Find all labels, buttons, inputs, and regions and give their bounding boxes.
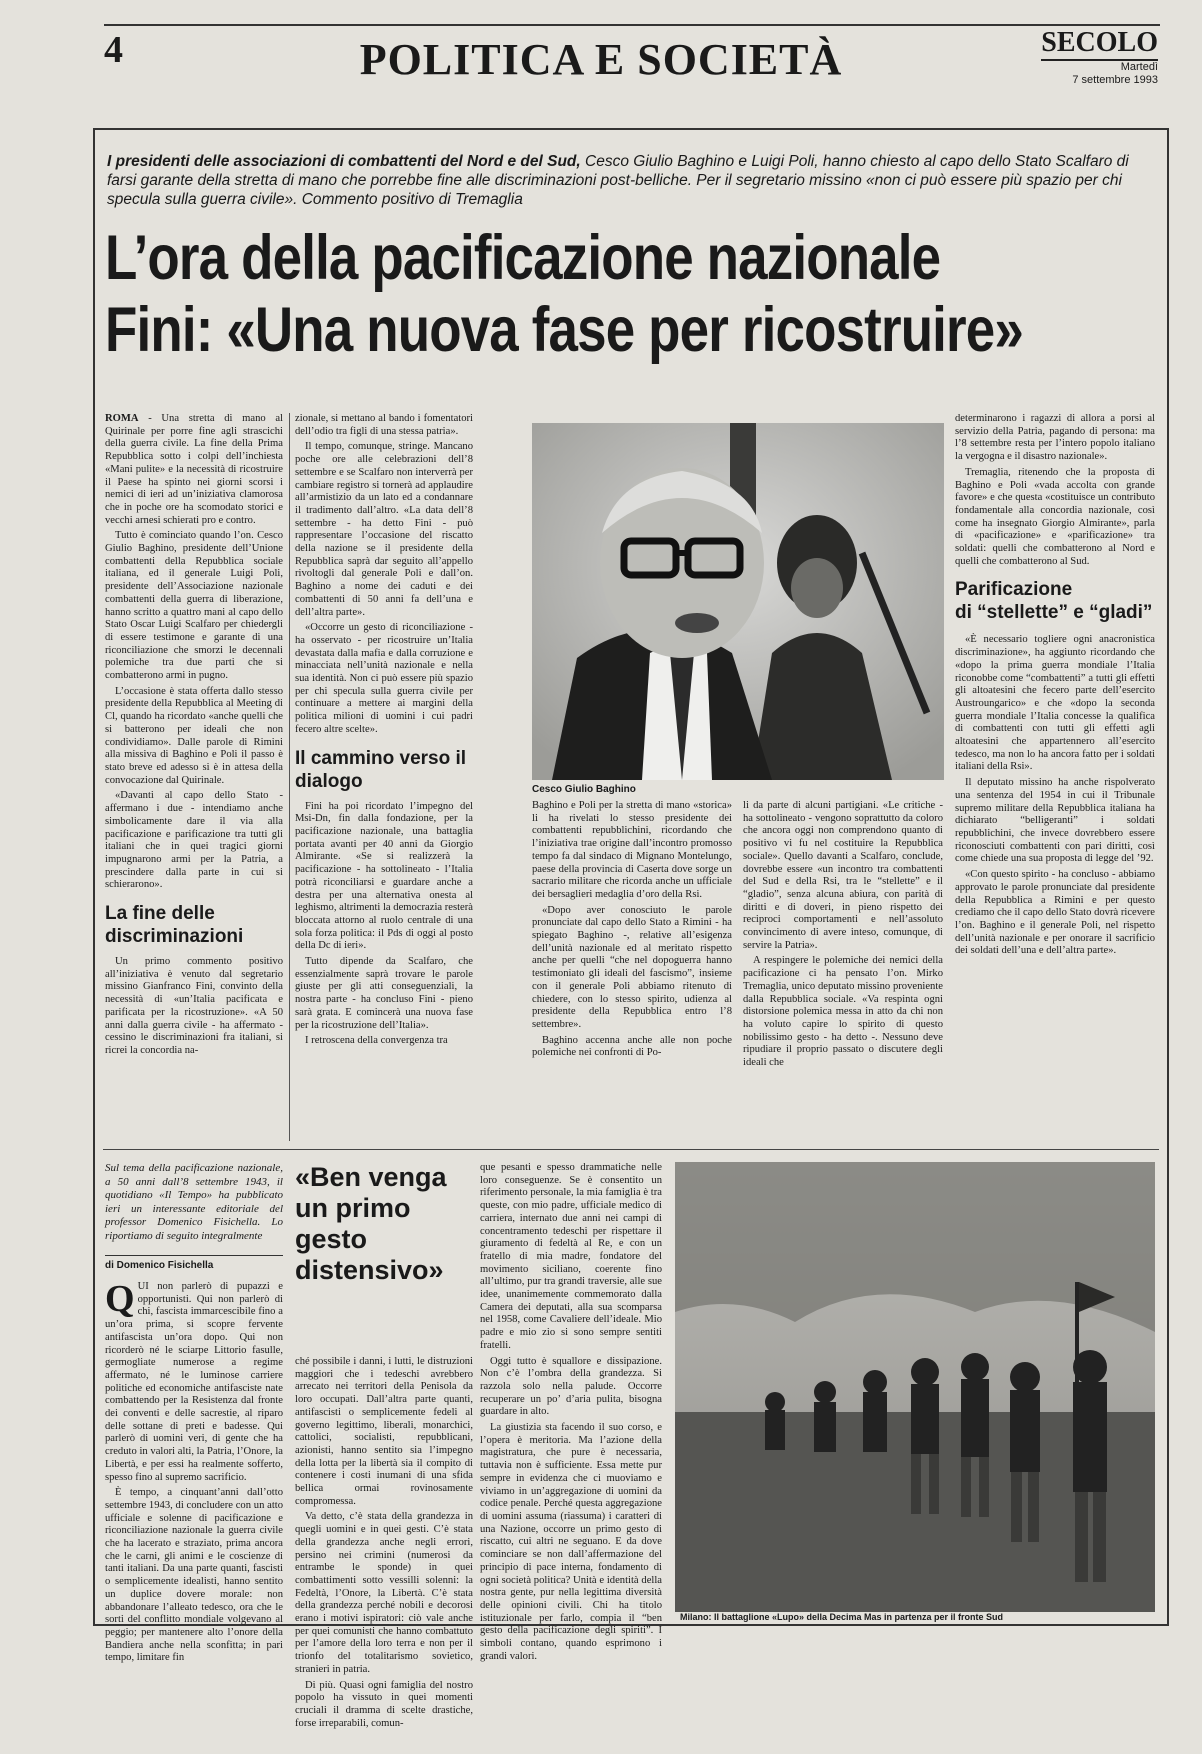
paragraph: «Davanti al capo dello Stato - affermano i due - intendiamo anche simbolicamente dare il via alla pacificazione e parificazione tra tutti gli italiani che in quei tragici giorni impugnarono armi per la Patria, a prescindere dalla parte in cui si schierarono». xyxy=(105,790,283,891)
article-column-5 xyxy=(955,413,1155,1141)
paragraph: L’occasione è stata offerta dallo stesso presidente della Repubblica al Meeting di Cl, quando ha ricordato «anche quelli che si batterono per ideali che non condividiamo». Dalle parole di Rimini alla missiva di Baghino e Poli il passo è stato breve ed adesso si è in attesa della convocazione dal Quirinale. xyxy=(105,685,283,786)
paragraph: Il tempo, comunque, stringe. Mancano poche ore alle celebrazioni dell’8 settembre e se Scalfaro non interverrà per cambiare registro si tornerà ad applaudire all’armistizio da un lato ed a condannare il tradimento dall’altro. «La data dell’8 settembre - ha detto Fini - può rappresentare l’occasione del riscatto della nazione se il presidente della Repubblica saprà dar seguito all’appello rivoltogli dal generale Poli e dall’on. Baghino a nome dei caduti e dei combattenti di 50 anni fa dell’una e dell’altra parte». xyxy=(295,441,473,618)
paragraph: Tutto è cominciato quando l’on. Cesco Giulio Baghino, presidente dell’Unione combattenti della Repubblica sociale italiana, ed il generale Luigi Poli, presidente dell’Associazione nazionale combattenti della guerra di liberazione, hanno scritto a quattro mani al capo dello Stato Oscar Luigi Scalfaro per chiedergli di essere testimone e garante di una riconciliazione che smorzi le decennali polemiche tra due parti che si combatterono armi in pugno. xyxy=(105,530,283,682)
paragraph xyxy=(105,1278,283,1484)
article-column-4 xyxy=(743,800,943,1146)
paragraph: Tremaglia, ritenendo che la proposta di Baghino e Poli «vada accolta con grande favore» e che questa «costituisce un contributo fondamentale alla concordia nazionale, così come ha insegnato Giorgio Almirante», parla di «pacificazione» e «parificazione» tra soldati: quelli che combatterono al Nord e quelli che combatterono al Sud. xyxy=(955,466,1155,567)
paragraph: È tempo, a cinquant’anni dall’otto settembre 1943, di concludere con un atto ufficiale e solenne di pacificazione e riconciliazione nazionale la guerra civile che ha lacerato e straziato, prima ancora che le carni, gli animi e le coscienze di tanti italiani. Da una parte quanti, fascisti o semplicemente idealisti, hanno sentito un duplice dovere morale: non abbandonare l’alleato tedesco, ora che le sorti del conflitto mondiale volgevano al peggio; per mantenere alto l’onore della Bandiera anche nella sconfitta; in pari tempo, limitare fin xyxy=(105,1487,283,1664)
article-column-3 xyxy=(532,800,732,1146)
paragraph: «Occorre un gesto di riconciliazione - ha osservato - per ricostruire un’Italia devastata dalla mafia e dalla corruzione e minacciata nell’unità nazionale e nella sua identità. Non ci può essere più spazio per chi specula sulla guerra civile per continuare a mettere ai margini della politica milioni di uomini i cui padri fecero altre scelte». xyxy=(295,622,473,735)
section-divider xyxy=(103,1149,1159,1150)
paragraph: Va detto, c’è stata della grandezza in quegli uomini e in quei gesti. C’è stata della grandezza anche negli errori, persino nei crimini (numerosi da entrambe le sponde) in quei combattimenti sotto vessilli solenni: la Fedeltà, l’Onore, la Libertà. C’è stata della grandezza perché nobili e decorosi erano i motivi ispiratori: ciò vale anche per quei comunisti che hanno combattuto per l’amore della loro terra e non per il trionfo del totalitarismo sovietico, stranieri in patria. xyxy=(295,1511,473,1675)
photo-baghino xyxy=(532,423,944,780)
paragraph: Fini ha poi ricordato l’impegno del Msi-Dn, fin dalla fondazione, per la pacificazione nazionale, una battaglia portata avanti per 40 anni da Giorgio Almirante. «Se si realizzerà la pacificazione - ha sottolineato - l’Italia potrà riconciliarsi e guardare anche a destra per una alternativa onesta al leghismo, altrimenti la democrazia resterà bloccata attorno al ruolo centrale di una sola forza politica: il Pds di oggi al posto della Dc di ieri». xyxy=(295,800,473,952)
march-illustration xyxy=(675,1162,1155,1612)
subheading-line-1: Parificazione xyxy=(955,579,1073,601)
paragraph: Baghino accenna anche alle non poche polemiche nei confronti di Po- xyxy=(532,1034,732,1059)
masthead-date: 7 settembre 1993 xyxy=(1072,73,1158,86)
paragraph: ché possibile i danni, i lutti, le distruzioni maggiori che i tedeschi avrebbero arrecato nei territori della Penisola da loro occupati. Dall’altra parte quanti, antifascisti o semplicemente fedeli al governo legittimo, liberali, monarchici, cattolici, socialisti, repubblicani, azionisti, hanno sentito sia l’impegno della lotta per la libertà sia il compito di contenere i costi inumani di una sfida bellica ormai rovinosamente compromessa. xyxy=(295,1356,473,1507)
masthead-day: Martedì xyxy=(1120,60,1158,73)
paragraph: Oggi tutto è squallore e dissipazione. Non c’è l’ombra della grandezza. Si razzola solo nella palude. Occorre recuperare un po’ d’aria pulita, bisogna guardare in alto. xyxy=(480,1355,662,1418)
header-rule xyxy=(104,24,1160,26)
paragraph: «È necessario togliere ogni anacronistica discriminazione», ha aggiunto ricordando che «dopo la prima guerra mondiale l’Italia riconobbe come “combattenti” a tutti gli effetti gli altoatesini che fecero parte dell’esercito Austroungarico» e che «dopo la seconda guerra mondiale l’Italia concesse la qualifica di combattenti con tutti gli effetti agli altoatesini che appartennero all’esercito tedesco, ma non lo ha ancora fatto per i soldati italiani della Rsi». xyxy=(955,634,1155,773)
paragraph: La giustizia sta facendo il suo corso, e l’opera è meritoria. Ma l’azione della magistratura, che pure è necessaria, tuttavia non è sufficiente. Essa mette pur sempre in evidenza che ci muoviamo e viviamo in un’aggregazione di uomini da codice penale. Perché questa aggregazione di uomini assuma (riassuma) i caratteri di una Nazione, occorre un primo gesto di riscatto, cui altri ne seguano. E da dove cominciare se non dall’affermazione del principio di pace interna, fondamento di ogni società politica? Unità e identità della nostra gente, pur nella legittima diversità delle opinioni civili. Chi ha titolo istituzionale per farlo, compia il “ben gesto della pacificazione degli spiriti”. I simboli contano, quando esprimono i grandi valori. xyxy=(480,1422,662,1662)
byline: di Domenico Fisichella xyxy=(105,1255,283,1271)
paragraph: «Con questo spirito - ha concluso - abbiamo approvato le parole pronunciate dal presidente della Repubblica a Rimini e per questo crediamo che il capo dello Stato dovrà ricevere l’on. Baghino e il generale Poli, nel rispetto dell’unità nazionale e per onorare il sacrificio dei soldati dell’una e dell’altra parte». xyxy=(955,869,1155,957)
article-column-2 xyxy=(295,413,473,1146)
paragraph: Di più. Quasi ogni famiglia del nostro popolo ha vissuto in quei momenti cruciali il dramma di scelte drastiche, forse irreparabili, comun- xyxy=(295,1679,473,1729)
page-number: 4 xyxy=(104,29,123,71)
headline-line-2: Fini: «Una nuova fase per ricostruire» xyxy=(105,295,1023,365)
paragraph: zionale, si mettano al bando i fomentatori dell’odio tra figli di una stessa patria». xyxy=(295,413,473,437)
kicker-bold: I presidenti delle associazioni di combattenti del Nord e del Sud, xyxy=(107,153,581,170)
second-column-1 xyxy=(105,1162,283,1664)
masthead-logo: SECOLO xyxy=(1041,28,1158,61)
subheading-line-2: di “stellette” e “gladi” xyxy=(955,602,1153,624)
paragraph: A respingere le polemiche dei nemici della pacificazione ci ha pensato l’on. Mirko Tremaglia, unico deputato missino proveniente dalla Repubblica sociale. «Va respinta ogni distorsione polemica messa in atto da chi non ha voluto capire lo spirito di questo nobilissimo gesto - ha detto -. Nessuno deve ripudiare il proprio passato o discutere degli ideali che xyxy=(743,955,943,1069)
paragraph: determinarono i ragazzi di allora a porsi al servizio della Patria, pagando di persona: ma l’8 settembre resta per l’intero popolo italiano la vergogna e il disastro nazionale». xyxy=(955,413,1155,463)
dateline: ROMA xyxy=(105,413,139,424)
subheading xyxy=(955,578,1155,624)
paragraph-text: UI non parlerò di pupazzi e opportunisti. Qui non parlerò di chi, fascista immarcescibile fino a un’ora prima, si scopre fervente antifascista un’ora dopo. Qui non ricorderò né le sciarpe Littorio fasulle, germogliate numerose a regime affermato, né le luminose carriere politiche ed economiche antifasciste nate combattendo per la Resistenza dal fronte dei conventi e delle sacrestie, al riparo delle sottane di preti e badesse. Qui parlerò di uomini veri, di gente che ha creduto in valori alti, la Patria, l’Onore, la Libertà, e per essi ha realmente sofferto, spesso fino al supremo sacrificio. xyxy=(105,1281,283,1483)
portrait-illustration xyxy=(532,423,944,780)
paragraph-text: - Una stretta di mano al Quirinale per porre fine agli strascichi della guerra civile. La fine della Prima Repubblica sotto i colpi dell’inchiesta «Mani pulite» e la necessità di ricostruire il Paese ha spinto nei giorni scorsi i nemici di ieri ad un’iniziativa clamorosa che in poche ore ha scomodato storici e vecchi arnesi schierati pro e contro. xyxy=(105,413,283,526)
photo-battaglione xyxy=(675,1162,1155,1612)
paragraph: Il deputato missino ha anche rispolverato una sentenza del 1954 in cui il Tribunale supremo militare della Repubblica italiana ha dichiarato “belligeranti” i soldati repubblichini, che invece dovrebbero essere riconosciuti combattenti con pari diritti, così come chiede una sua proposta di legge del ’92. xyxy=(955,777,1155,865)
main-headline xyxy=(105,222,1023,366)
article-column-1 xyxy=(105,413,283,1146)
kicker-text: Cesco Giulio Baghino e Luigi Poli, hanno chiesto al capo dello Stato Scalfaro di farsi garante della stretta di mano che porrebbe fine alle discriminazioni post-belliche. Per il segretario missino «non ci può essere più spazio per chi specula sulla guerra civile». Commento positivo di Tremaglia xyxy=(107,153,1129,208)
paragraph: Tutto dipende da Scalfaro, che essenzialmente saprà trovare le parole giuste per gli atti conseguenziali, la nostra parte - ha concluso Fini - pieno sarà grata. E comincerà una nuova fase per la ricostruzione dell’Italia». xyxy=(295,956,473,1031)
column-rule xyxy=(289,413,290,1141)
paragraph: Baghino e Poli per la stretta di mano «storica» li ha rivelati lo stesso presidente dei combattenti repubblichini, ricordando che l’iniziativa trae origine dall’incontro promosso tempo fa dal sindaco di Mignano Montelungo, paese della provincia di Caserta dove sorge un sacrario militare che ricorda anche un ufficiale dei bersaglieri medaglia d’oro della Rsi. xyxy=(532,800,732,900)
subheading: La fine delle discriminazioni xyxy=(105,903,244,948)
paragraph: Un primo commento positivo all’iniziativa è venuto dal segretario missino Gianfranco Fini, convinto della necessità di «un’Italia pacificata e parificata per la ricostruzione». «A 50 anni dalla guerra civile - ha affermato - cessino le discriminazioni fra italiani, si ricrei la concordia na- xyxy=(105,956,283,1056)
paragraph: I retroscena della convergenza tra xyxy=(305,1035,448,1047)
masthead xyxy=(1041,28,1158,87)
headline-line-1: L’ora della pacificazione nazionale xyxy=(105,223,941,293)
subheading: Il cammino verso il dialogo xyxy=(295,747,467,792)
paragraph: que pesanti e spesso drammatiche nelle loro conseguenze. Se è consentito un riferimento personale, la mia famiglia è tra queste, con mio padre, ufficiale medico di carriera, internato due anni nei campi di concentramento tedeschi per rispettare il giuramento di fedeltà al Re, e con un fratello di mia madre, fondatore del movimento siciliano, coerente fino all’ultimo, pur tra grandi traversie, alle sue idee, unanimemente commemorato dalla Camera dei deputati, alla sua scomparsa nel 1958, come Cavaliere dell’ideale. Mio padre e mio zio si sono sempre sentiti fratelli. xyxy=(480,1162,662,1351)
second-column-3 xyxy=(480,1162,662,1662)
drop-cap: Q xyxy=(105,1278,135,1320)
second-column-2 xyxy=(295,1162,473,1729)
section-title: POLITICA E SOCIETÀ xyxy=(359,35,843,84)
paragraph: li da parte di alcuni partigiani. «Le critiche - ha sottolineato - vengono soprattutto da coloro che ancora oggi non comprendono quanto di positivo vi fu nel costituire la Repubblica sociale». Quello davanti a Scalfaro, conclude, dovrebbe essere «un incontro tra combattenti del Sud e della Rsi, tra le “stellette” e il “gladio”, senza alcuna abiura, con parità di diritti e di doveri, in pieno rispetto dei reciproci comportamenti e nell’assoluto convincimento di avere inteso, comunque, di servire la Patria». xyxy=(743,800,943,951)
editorial-intro: Sul tema della pacificazione nazionale, a 50 anni dall’8 settembre 1943, il quotidiano «Il Tempo» ha pubblicato ieri un interessante editoriale del professor Domenico Fisichella. Lo riportiamo di seguito integralmente xyxy=(105,1162,283,1242)
photo-caption: Milano: Il battaglione «Lupo» della Decima Mas in partenza per il fronte Sud xyxy=(680,1612,1004,1622)
photo-caption: Cesco Giulio Baghino xyxy=(532,784,636,795)
paragraph xyxy=(105,413,283,527)
editorial-title: «Ben venga un primo gesto distensivo» xyxy=(295,1162,447,1285)
main-article-box xyxy=(93,128,1169,1729)
paragraph: «Dopo aver conosciuto le parole pronunciate dal capo dello Stato a Rimini - ha spiegato Baghino -, relative all’esigenza dell’unità nazionale ed al meritato rispetto anche per quelli “che nel dopoguerra hanno testimoniato gli ideali del fascismo”, insieme con il generale Poli abbiamo ritenuto di chiedere, con lo stesso spirito, udienza al presidente della Repubblica entro l’8 settembre». xyxy=(532,904,732,1030)
kicker xyxy=(107,152,1155,209)
